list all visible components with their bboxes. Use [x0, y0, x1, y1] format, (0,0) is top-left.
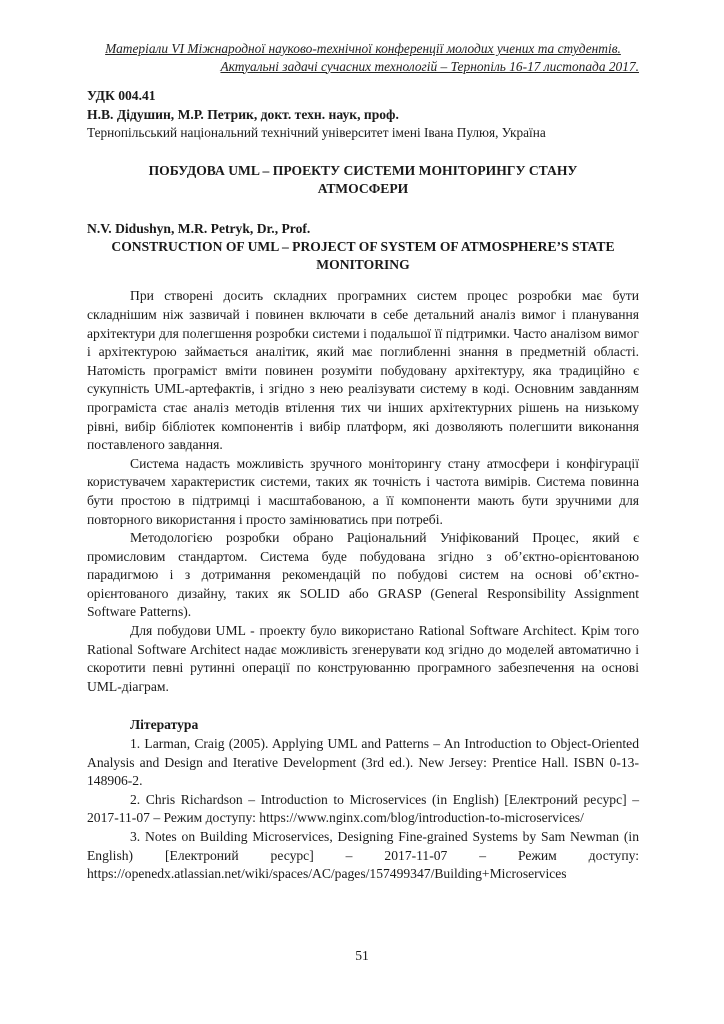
conference-header-line-2: Актуальні задачі сучасних технологій – Тернопіль 16-17 листопада 2017.: [220, 58, 639, 74]
reference-item: 3. Notes on Building Microservices, Designing Fine-grained Systems by Sam Newman (in English) [Електроний ресурс] – 2017-11-07 – Режим доступу: https://openedx.atlassian.net/wiki/spaces/AC/pages/157499347/Building+Microservices: [87, 829, 639, 882]
paragraph: Для побудови UML - проекту було використано Rational Software Architect. Крім того Rational Software Architect надає можливість згенерувати код згідно до моделей автоматично і скоротити певні рутинні операції по конструюванню програмного забезпечення на основі UML-діаграм.: [87, 623, 639, 694]
authors-en: N.V. Didushyn, M.R. Petryk, Dr., Prof.: [87, 220, 311, 236]
title-en: CONSTRUCTION OF UML – PROJECT OF SYSTEM OF ATMOSPHERE’S STATE MONITORING: [111, 239, 615, 273]
reference-list: [87, 735, 639, 884]
title-ua: ПОБУДОВА UML – ПРОЕКТУ СИСТЕМИ МОНІТОРИНГУ СТАНУ АТМОСФЕРИ: [148, 162, 578, 196]
page-number: 51: [355, 948, 369, 963]
literature-heading: Література: [130, 717, 199, 733]
paragraph: Система надасть можливість зручного моніторингу стану атмосфери і конфігурації користувачем характеристик системи, таких як точність і частота вимірів. Система повинна бути простою в підтримці і масштабованою, а її компоненти мають бути зручними для повторного використання і просто замінюватись при потребі.: [87, 455, 639, 527]
reference-item: 1. Larman, Craig (2005). Applying UML and Patterns – An Introduction to Object-Oriented Analysis and Design and Iterative Development (3rd ed.). New Jersey: Prentice Hall. ISBN 0-13-148906-2.: [87, 736, 639, 789]
udk-code: УДК 004.41: [87, 88, 156, 103]
paragraph: Методологією розробки обрано Раціональний Уніфікований Процес, який є промисловим стандартом. Система буде побудована згідно з об’єктно-орієнтованою парадигмою і з дотримання рекомендацій по побудові систем на основі об’єктно-орієнтованого дизайну, таких як SOLID або GRASP (General Responsibility Assignment Software Patterns).: [87, 530, 639, 620]
body-text: [87, 287, 639, 696]
paper-page: [87, 40, 639, 884]
conference-header-line-1: Матеріали VI Міжнародної науково-технічної конференції молодих учених та студентів.: [105, 41, 621, 56]
authors-ua: Н.В. Дідушин, М.Р. Петрик, докт. техн. наук, проф.: [87, 106, 399, 122]
reference-item: 2. Chris Richardson – Introduction to Microservices (in English) [Електроний ресурс] – 2017-11-07 – Режим доступу: https://www.nginx.com/blog/introduction-to-microservices/: [87, 791, 639, 826]
affiliation: Тернопільський національний технічний університет імені Івана Пулюя, Україна: [87, 125, 546, 141]
paragraph: При створені досить складних програмних систем процес розробки має бути складнішим ніж зазвичай і повинен включати в себе детальний аналіз вимог і планування архітектури для полегшення розробки системи і подальшої її підтримки. Часто аналізом вимог і архітектурою займається аналітик, який має поглибленні знання в предметній області. Натомість програміст вміти повинен розуміти побудовану архітектуру, яка традиційно є сукупність UML-артефактів, і згідно з нею реалізувати систему в коді. Основним завданням програміста стає аналіз методів втілення тих чи інших архітектурних рішень на низькому рівні, вибір бібліотек компонентів і вибір платформ, які дозволяють полегшити виконання поставленого завдання.: [87, 288, 639, 453]
